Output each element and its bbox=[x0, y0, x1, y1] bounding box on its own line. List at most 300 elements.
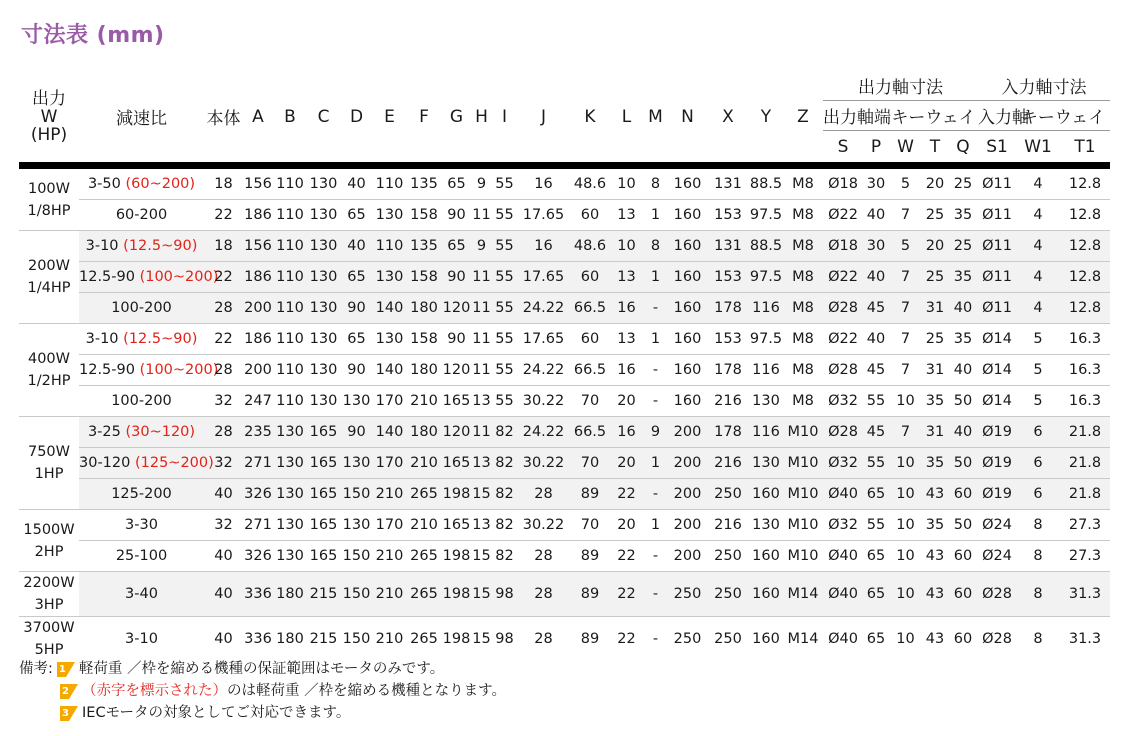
table-cell: 10 bbox=[610, 166, 643, 200]
table-cell: 1 bbox=[643, 200, 668, 231]
table-cell: 30.22 bbox=[517, 510, 570, 541]
table-cell: 40 bbox=[340, 166, 373, 200]
table-cell: Ø40 bbox=[823, 572, 863, 617]
ratio-value: 12.5-90 bbox=[79, 362, 135, 378]
table-cell: 250 bbox=[668, 572, 707, 617]
table-cell: 55 bbox=[492, 386, 517, 417]
table-cell: 153 bbox=[707, 200, 749, 231]
table-cell: 8 bbox=[643, 166, 668, 200]
table-cell: 13 bbox=[610, 200, 643, 231]
table-cell: 55 bbox=[492, 293, 517, 324]
table-cell: 130 bbox=[307, 231, 340, 262]
table-cell: 16 bbox=[517, 231, 570, 262]
table-cell: 24.22 bbox=[517, 293, 570, 324]
table-cell: 1 bbox=[643, 324, 668, 355]
table-cell: 130 bbox=[749, 448, 783, 479]
table-cell: 55 bbox=[863, 510, 889, 541]
table-cell: 200 bbox=[243, 293, 273, 324]
header-d: D bbox=[340, 71, 373, 166]
table-cell: Ø32 bbox=[823, 386, 863, 417]
table-cell: 82 bbox=[492, 417, 517, 448]
table-cell: 130 bbox=[273, 510, 307, 541]
table-cell: 90 bbox=[340, 293, 373, 324]
table-cell: 8 bbox=[643, 231, 668, 262]
table-cell: 35 bbox=[948, 200, 978, 231]
table-cell: 210 bbox=[373, 617, 406, 662]
table-cell: 7 bbox=[889, 417, 922, 448]
table-cell: 13 bbox=[471, 510, 492, 541]
table-cell: 1 bbox=[643, 448, 668, 479]
table-cell: Ø14 bbox=[978, 386, 1016, 417]
table-cell: 130 bbox=[749, 510, 783, 541]
output-line: 3700W bbox=[23, 620, 75, 636]
output-line: 5HP bbox=[34, 642, 64, 658]
table-cell: 140 bbox=[373, 417, 406, 448]
table-cell: 40 bbox=[204, 541, 243, 572]
table-cell: 110 bbox=[373, 166, 406, 200]
table-cell: 5 bbox=[1016, 386, 1060, 417]
table-cell: 16 bbox=[610, 293, 643, 324]
table-cell: 11 bbox=[471, 262, 492, 293]
header-y: Y bbox=[749, 71, 783, 166]
table-cell: 170 bbox=[373, 386, 406, 417]
output-line: 2200W bbox=[23, 575, 75, 591]
table-row bbox=[19, 355, 1110, 386]
table-cell: 110 bbox=[273, 355, 307, 386]
table-cell: M14 bbox=[783, 617, 823, 662]
table-cell: 130 bbox=[273, 541, 307, 572]
table-cell: 250 bbox=[707, 617, 749, 662]
table-cell: 4 bbox=[1016, 166, 1060, 200]
table-cell: 326 bbox=[243, 541, 273, 572]
ratio-cell bbox=[79, 448, 214, 479]
table-cell: 1 bbox=[643, 262, 668, 293]
table-cell: Ø28 bbox=[978, 572, 1016, 617]
table-cell: M8 bbox=[783, 386, 823, 417]
table-cell: 65 bbox=[863, 479, 889, 510]
table-cell: 5 bbox=[1016, 324, 1060, 355]
table-cell: M10 bbox=[783, 479, 823, 510]
table-cell: 265 bbox=[406, 617, 442, 662]
output-line: 1/4HP bbox=[27, 280, 71, 296]
table-cell: M10 bbox=[783, 510, 823, 541]
table-cell: 50 bbox=[948, 510, 978, 541]
table-cell: 60 bbox=[948, 541, 978, 572]
table-cell: 22 bbox=[204, 262, 243, 293]
table-cell: 82 bbox=[492, 510, 517, 541]
table-cell: 265 bbox=[406, 541, 442, 572]
table-cell: 10 bbox=[889, 448, 922, 479]
table-cell: 1 bbox=[643, 510, 668, 541]
table-cell: 65 bbox=[863, 541, 889, 572]
header-e: E bbox=[373, 71, 406, 166]
table-cell: 65 bbox=[340, 200, 373, 231]
table-cell: 12.8 bbox=[1060, 262, 1110, 293]
table-cell: 10 bbox=[889, 541, 922, 572]
header-output-keyway: キーウェイ bbox=[889, 101, 978, 131]
table-cell: 20 bbox=[922, 231, 948, 262]
output-line: 200W bbox=[27, 258, 70, 274]
table-cell: 88.5 bbox=[749, 166, 783, 200]
table-cell: Ø28 bbox=[823, 355, 863, 386]
table-cell: 130 bbox=[273, 479, 307, 510]
table-cell: 90 bbox=[442, 262, 471, 293]
table-cell: 198 bbox=[442, 541, 471, 572]
table-cell: 130 bbox=[307, 200, 340, 231]
header-b: B bbox=[273, 71, 307, 166]
table-cell: 31 bbox=[922, 293, 948, 324]
header-output: 出力 W (HP) bbox=[19, 71, 79, 166]
table-row bbox=[19, 324, 1110, 355]
table-cell: - bbox=[643, 355, 668, 386]
table-cell: 27.3 bbox=[1060, 541, 1110, 572]
table-cell: 130 bbox=[307, 262, 340, 293]
header-body: 本体 bbox=[204, 71, 243, 166]
header-input-shaft-group: 入力軸寸法 bbox=[978, 71, 1110, 101]
table-cell: 32 bbox=[204, 510, 243, 541]
table-cell: 215 bbox=[307, 617, 340, 662]
table-cell: 140 bbox=[373, 293, 406, 324]
table-cell: 11 bbox=[471, 293, 492, 324]
output-line: 1500W bbox=[23, 521, 75, 538]
table-row bbox=[19, 386, 1110, 417]
output-line: 400W bbox=[27, 351, 70, 367]
table-cell: 60 bbox=[948, 479, 978, 510]
table-cell: 28 bbox=[204, 417, 243, 448]
table-cell: 60 bbox=[948, 617, 978, 662]
table-cell: 20 bbox=[610, 386, 643, 417]
table-cell: 12.8 bbox=[1060, 200, 1110, 231]
table-cell: 130 bbox=[273, 417, 307, 448]
table-cell: 65 bbox=[442, 166, 471, 200]
table-cell: 40 bbox=[948, 417, 978, 448]
table-cell: 32 bbox=[204, 448, 243, 479]
table-cell: 271 bbox=[243, 448, 273, 479]
table-cell: 235 bbox=[243, 417, 273, 448]
table-cell: M10 bbox=[783, 448, 823, 479]
table-cell: 170 bbox=[373, 510, 406, 541]
table-cell: 30.22 bbox=[517, 448, 570, 479]
ratio-cell bbox=[79, 417, 204, 448]
header-f: F bbox=[406, 71, 442, 166]
table-cell: Ø19 bbox=[978, 479, 1016, 510]
table-cell: 9 bbox=[471, 231, 492, 262]
table-cell: 40 bbox=[204, 617, 243, 662]
table-cell: 178 bbox=[707, 417, 749, 448]
table-cell: Ø40 bbox=[823, 617, 863, 662]
table-cell: 55 bbox=[863, 386, 889, 417]
table-cell: 160 bbox=[668, 293, 707, 324]
table-cell: 11 bbox=[471, 417, 492, 448]
table-cell: 27.3 bbox=[1060, 510, 1110, 541]
table-cell: 110 bbox=[273, 231, 307, 262]
table-cell: 160 bbox=[668, 386, 707, 417]
table-cell: 116 bbox=[749, 417, 783, 448]
table-cell: 130 bbox=[307, 166, 340, 200]
table-cell: 55 bbox=[492, 166, 517, 200]
table-cell: 12.8 bbox=[1060, 293, 1110, 324]
table-cell: 98 bbox=[492, 617, 517, 662]
table-cell: 210 bbox=[373, 572, 406, 617]
table-cell: 130 bbox=[373, 324, 406, 355]
table-cell: Ø24 bbox=[978, 541, 1016, 572]
table-cell: 265 bbox=[406, 572, 442, 617]
table-cell: - bbox=[643, 617, 668, 662]
table-cell: 40 bbox=[863, 200, 889, 231]
table-cell: M8 bbox=[783, 293, 823, 324]
table-cell: 135 bbox=[406, 166, 442, 200]
header-s: S bbox=[823, 131, 863, 166]
ratio-cell bbox=[79, 262, 219, 293]
ratio-cell bbox=[79, 355, 219, 386]
table-cell: 24.22 bbox=[517, 417, 570, 448]
table-cell: M14 bbox=[783, 572, 823, 617]
table-cell: 110 bbox=[273, 262, 307, 293]
table-cell: 25 bbox=[948, 231, 978, 262]
table-header bbox=[19, 71, 1110, 166]
table-cell: 150 bbox=[340, 479, 373, 510]
table-cell: 43 bbox=[922, 541, 948, 572]
table-cell: 22 bbox=[610, 479, 643, 510]
table-cell: 10 bbox=[889, 386, 922, 417]
table-cell: 15 bbox=[471, 541, 492, 572]
ratio-value: 3-10 bbox=[85, 238, 119, 254]
table-cell: 7 bbox=[889, 324, 922, 355]
table-cell: 131 bbox=[707, 231, 749, 262]
notes bbox=[19, 658, 506, 724]
output-line: 1/8HP bbox=[27, 202, 71, 219]
ratio-value-light-load: (30~120) bbox=[125, 424, 196, 440]
ratio-value: 60-200 bbox=[115, 207, 168, 223]
table-cell: 13 bbox=[471, 448, 492, 479]
table-cell: 55 bbox=[492, 324, 517, 355]
table-cell: 89 bbox=[570, 617, 610, 662]
ratio-value: 3-10 bbox=[125, 631, 158, 647]
table-cell: 120 bbox=[442, 293, 471, 324]
table-cell: 15 bbox=[471, 617, 492, 662]
table-cell: M8 bbox=[783, 355, 823, 386]
table-cell: 265 bbox=[406, 479, 442, 510]
table-cell: 43 bbox=[922, 572, 948, 617]
table-cell: 20 bbox=[922, 166, 948, 200]
table-cell: 7 bbox=[889, 200, 922, 231]
table-cell: 8 bbox=[1016, 617, 1060, 662]
table-cell: 55 bbox=[492, 262, 517, 293]
table-cell: 120 bbox=[442, 417, 471, 448]
table-row bbox=[19, 617, 1110, 662]
table-cell: 153 bbox=[707, 262, 749, 293]
table-cell: M10 bbox=[783, 541, 823, 572]
table-cell: 10 bbox=[889, 479, 922, 510]
table-cell: Ø18 bbox=[823, 166, 863, 200]
table-cell: 40 bbox=[948, 355, 978, 386]
output-line: 100W bbox=[27, 180, 70, 197]
table-cell: 40 bbox=[340, 231, 373, 262]
table-cell: 9 bbox=[471, 166, 492, 200]
output-line: 1HP bbox=[34, 466, 64, 482]
table-cell: 65 bbox=[340, 262, 373, 293]
table-cell: 130 bbox=[340, 510, 373, 541]
table-cell: 35 bbox=[922, 386, 948, 417]
table-row bbox=[19, 541, 1110, 572]
table-cell: 160 bbox=[749, 617, 783, 662]
table-cell: 16.3 bbox=[1060, 324, 1110, 355]
table-cell: 18 bbox=[204, 231, 243, 262]
table-cell: Ø22 bbox=[823, 324, 863, 355]
table-cell: 17.65 bbox=[517, 324, 570, 355]
table-cell: 150 bbox=[340, 572, 373, 617]
table-cell: 10 bbox=[610, 231, 643, 262]
table-cell: 180 bbox=[406, 293, 442, 324]
table-cell: 110 bbox=[273, 324, 307, 355]
table-cell: 35 bbox=[922, 510, 948, 541]
table-cell: Ø28 bbox=[823, 417, 863, 448]
table-cell: 28 bbox=[204, 355, 243, 386]
table-cell: 110 bbox=[273, 200, 307, 231]
table-cell: 180 bbox=[406, 355, 442, 386]
table-cell: 4 bbox=[1016, 262, 1060, 293]
table-cell: 16 bbox=[517, 166, 570, 200]
table-cell: 48.6 bbox=[570, 166, 610, 200]
note-text: 軽荷重 ／枠を縮める機種の保証範囲はモータのみです。 bbox=[78, 661, 445, 677]
output-line: 1/2HP bbox=[27, 373, 71, 389]
table-cell: 25 bbox=[922, 262, 948, 293]
table-cell: 160 bbox=[668, 166, 707, 200]
table-cell: 50 bbox=[948, 386, 978, 417]
table-cell: 43 bbox=[922, 479, 948, 510]
table-row bbox=[19, 262, 1110, 293]
table-cell: 250 bbox=[668, 617, 707, 662]
table-cell: 70 bbox=[570, 386, 610, 417]
table-cell: M10 bbox=[783, 417, 823, 448]
header-m: M bbox=[643, 71, 668, 166]
table-row bbox=[19, 479, 1110, 510]
ratio-cell bbox=[79, 617, 204, 662]
table-cell: 8 bbox=[1016, 510, 1060, 541]
table-cell: 5 bbox=[889, 231, 922, 262]
table-cell: 89 bbox=[570, 479, 610, 510]
table-cell: 60 bbox=[570, 324, 610, 355]
ratio-value-light-load: (60~200) bbox=[125, 176, 196, 192]
table-cell: 200 bbox=[668, 448, 707, 479]
table-cell: 21.8 bbox=[1060, 417, 1110, 448]
table-cell: M8 bbox=[783, 200, 823, 231]
note-item bbox=[19, 680, 506, 702]
table-cell: 90 bbox=[340, 417, 373, 448]
ratio-value-light-load: (12.5~90) bbox=[123, 331, 198, 347]
note-item bbox=[19, 702, 506, 724]
table-cell: 5 bbox=[889, 166, 922, 200]
table-cell: Ø32 bbox=[823, 510, 863, 541]
table-cell: 90 bbox=[442, 324, 471, 355]
note-number-badge: 3 bbox=[60, 706, 78, 721]
table-cell: 15 bbox=[471, 479, 492, 510]
table-row bbox=[19, 231, 1110, 262]
table-cell: 89 bbox=[570, 572, 610, 617]
table-cell: 17.65 bbox=[517, 200, 570, 231]
table-cell: 6 bbox=[1016, 479, 1060, 510]
table-cell: 16 bbox=[610, 355, 643, 386]
table-cell: Ø19 bbox=[978, 448, 1016, 479]
header-a: A bbox=[243, 71, 273, 166]
ratio-cell bbox=[79, 231, 204, 262]
table-cell: 160 bbox=[668, 200, 707, 231]
table-cell: 10 bbox=[889, 572, 922, 617]
table-cell: 130 bbox=[307, 355, 340, 386]
table-row bbox=[19, 166, 1110, 200]
table-cell: 210 bbox=[406, 448, 442, 479]
table-cell: 7 bbox=[889, 293, 922, 324]
table-cell: 130 bbox=[273, 448, 307, 479]
table-cell: 22 bbox=[204, 324, 243, 355]
table-cell: 21.8 bbox=[1060, 479, 1110, 510]
header-w1: W1 bbox=[1016, 131, 1060, 166]
note-text: のは軽荷重 ／枠を縮める機種となります。 bbox=[227, 683, 506, 699]
ratio-value: 125-200 bbox=[111, 486, 172, 502]
table-cell: M8 bbox=[783, 166, 823, 200]
table-cell: 31.3 bbox=[1060, 572, 1110, 617]
ratio-value: 12.5-90 bbox=[79, 269, 135, 285]
header-j: J bbox=[517, 71, 570, 166]
table-cell: 40 bbox=[863, 262, 889, 293]
table-cell: Ø40 bbox=[823, 541, 863, 572]
table-cell: 55 bbox=[492, 200, 517, 231]
table-cell: - bbox=[643, 541, 668, 572]
ratio-value-light-load: (12.5~90) bbox=[123, 238, 198, 254]
table-cell: 90 bbox=[340, 355, 373, 386]
table-cell: 48.6 bbox=[570, 231, 610, 262]
header-s1: S1 bbox=[978, 131, 1016, 166]
table-cell: 20 bbox=[610, 510, 643, 541]
table-cell: 31 bbox=[922, 417, 948, 448]
table-cell: 12.8 bbox=[1060, 166, 1110, 200]
table-cell: 40 bbox=[204, 479, 243, 510]
table-cell: 170 bbox=[373, 448, 406, 479]
table-cell: 150 bbox=[340, 617, 373, 662]
table-cell: - bbox=[643, 293, 668, 324]
ratio-value: 25-100 bbox=[115, 548, 168, 564]
table-cell: Ø14 bbox=[978, 355, 1016, 386]
table-cell: 130 bbox=[340, 448, 373, 479]
ratio-cell bbox=[79, 479, 204, 510]
table-cell: 9 bbox=[643, 417, 668, 448]
table-cell: 165 bbox=[307, 479, 340, 510]
ratio-value: 3-40 bbox=[125, 586, 158, 602]
table-cell: 13 bbox=[471, 386, 492, 417]
table-cell: 186 bbox=[243, 324, 273, 355]
dimension-table bbox=[19, 71, 1110, 661]
table-cell: 82 bbox=[492, 541, 517, 572]
table-cell: 160 bbox=[668, 262, 707, 293]
table-cell: 5 bbox=[1016, 355, 1060, 386]
table-cell: 22 bbox=[610, 617, 643, 662]
table-cell: 40 bbox=[948, 293, 978, 324]
table-row bbox=[19, 293, 1110, 324]
output-cell bbox=[19, 324, 79, 417]
header-ratio: 減速比 bbox=[79, 71, 204, 166]
header-i: I bbox=[492, 71, 517, 166]
table-cell: 160 bbox=[668, 231, 707, 262]
table-cell: 165 bbox=[442, 510, 471, 541]
table-cell: 165 bbox=[442, 448, 471, 479]
table-cell: Ø28 bbox=[823, 293, 863, 324]
table-cell: 130 bbox=[307, 324, 340, 355]
table-cell: 65 bbox=[340, 324, 373, 355]
table-cell: 6 bbox=[1016, 448, 1060, 479]
table-cell: Ø18 bbox=[823, 231, 863, 262]
table-cell: 135 bbox=[406, 231, 442, 262]
ratio-cell bbox=[79, 541, 204, 572]
